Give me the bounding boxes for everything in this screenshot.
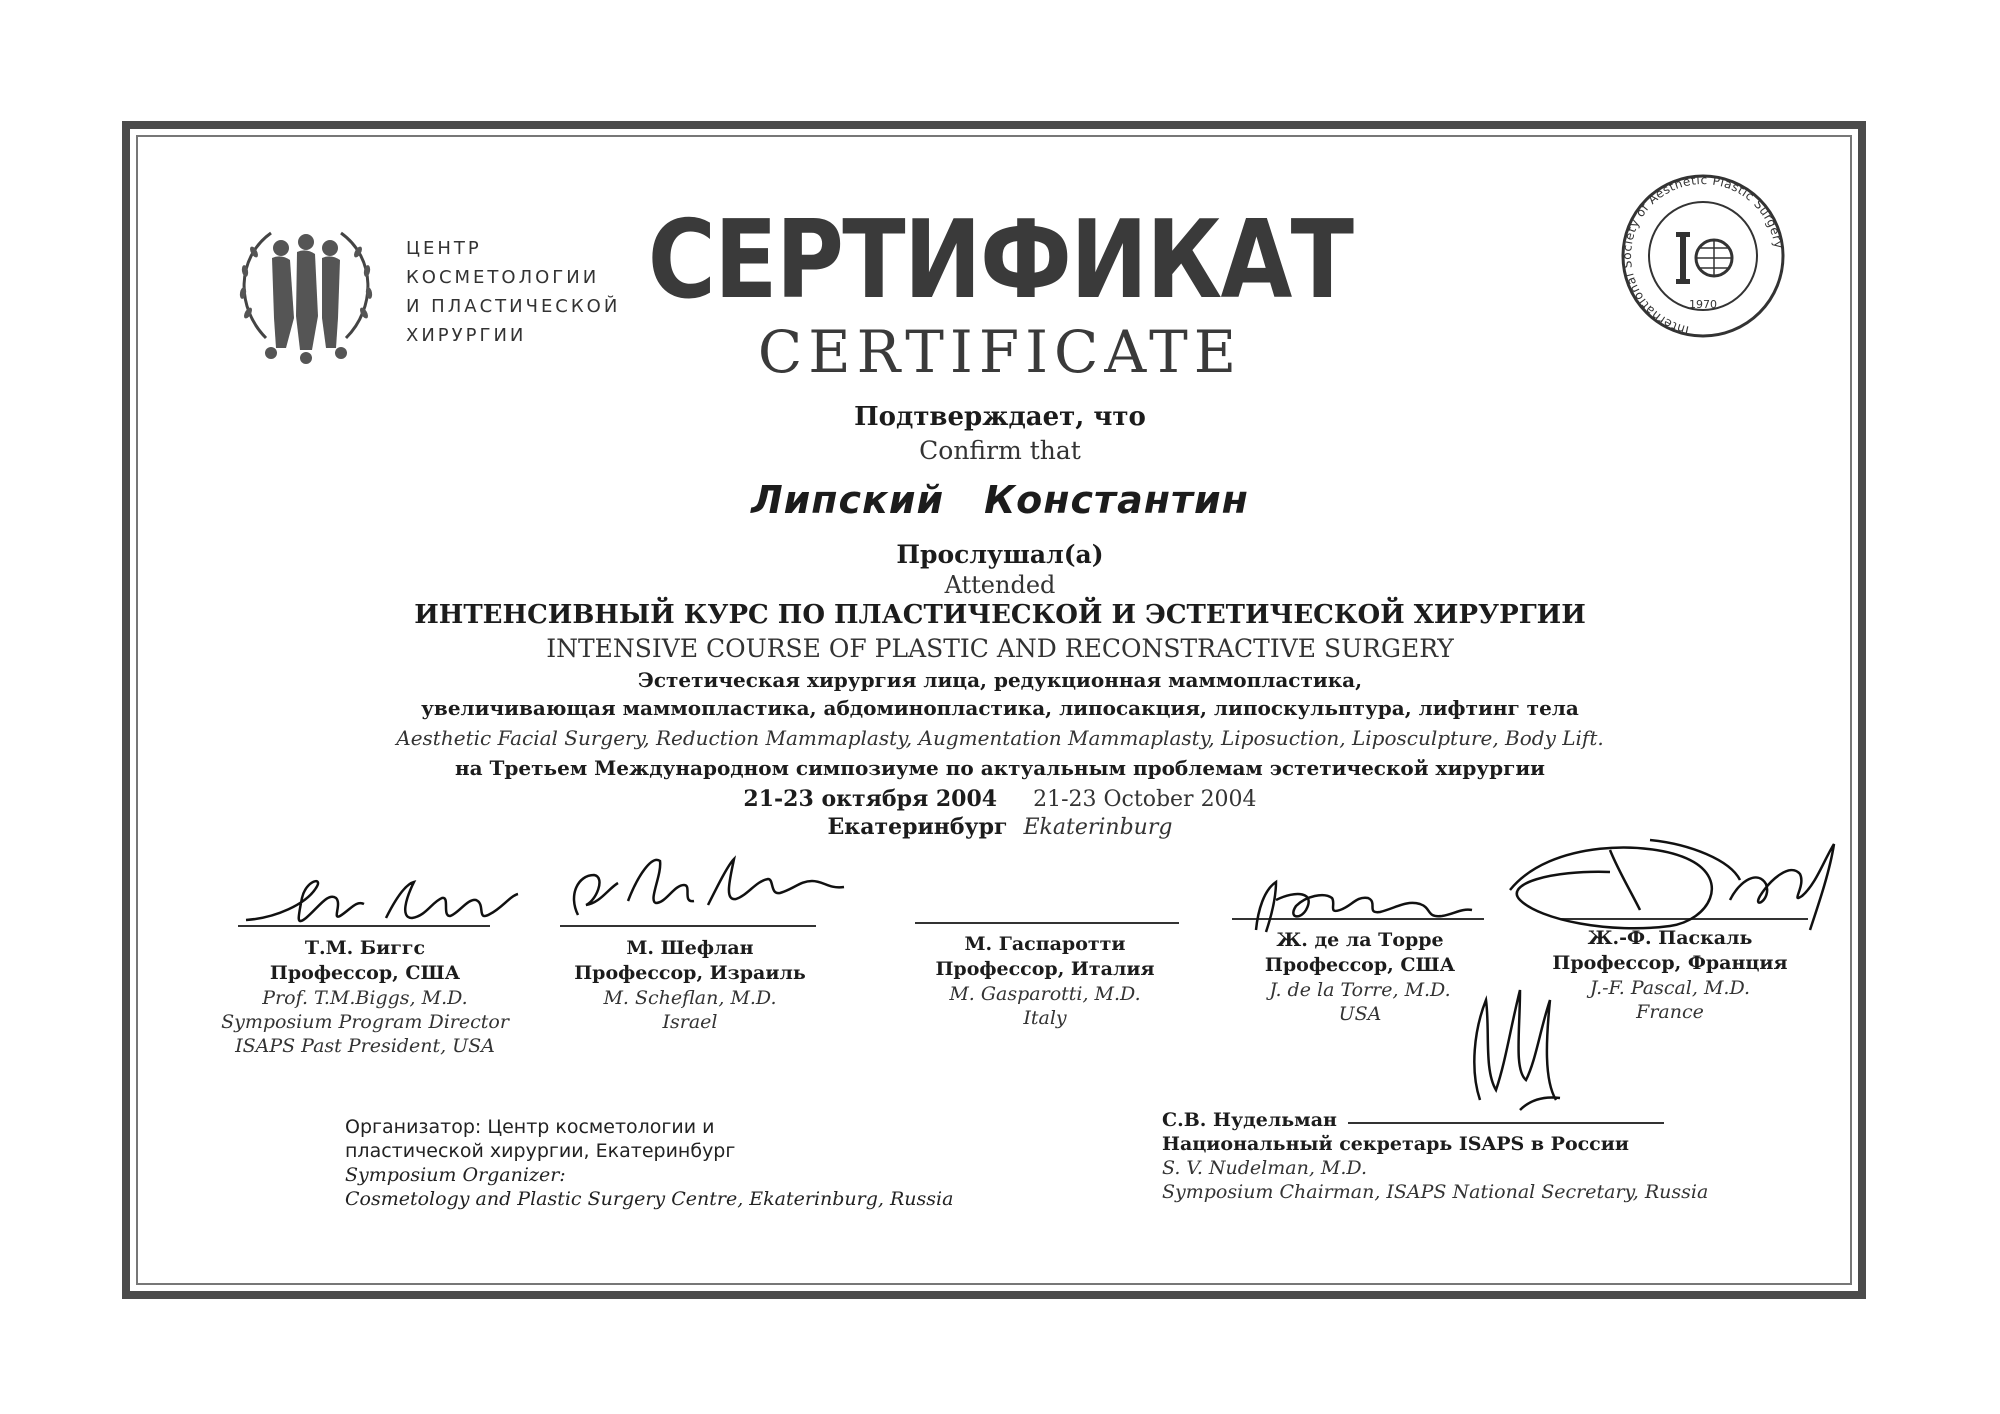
signatory-title-ru: Профессор, Израиль xyxy=(574,962,806,984)
signatory-biggs xyxy=(210,936,520,1058)
chairman-block xyxy=(1162,1108,1708,1204)
course-topics-ru-1: Эстетическая хирургия лица, редукционная маммопластика, xyxy=(637,668,1363,692)
seal-ring-text: International Society of Aesthetic Plastic Surgery xyxy=(1620,172,1786,338)
logo-line: И ПЛАСТИЧЕСКОЙ xyxy=(406,296,621,317)
chairman-title-en: Symposium Chairman, ISAPS National Secretary, Russia xyxy=(1162,1181,1709,1203)
recipient-name xyxy=(0,478,2000,522)
signatory-title-ru: Профессор, США xyxy=(269,962,461,984)
event-city-en: Ekaterinburg xyxy=(1023,815,1173,840)
chairman-name-ru: С.В. Нудельман xyxy=(1162,1109,1337,1131)
signatory-country-en: France xyxy=(1636,1001,1704,1023)
signatory-role-en: ISAPS Past President, USA xyxy=(235,1035,495,1057)
signatory-delatorre xyxy=(1210,928,1510,1026)
organizer-block xyxy=(345,1115,953,1211)
event-date-en: 21-23 October 2004 xyxy=(1033,787,1257,812)
signature-scheflan-icon xyxy=(548,845,858,925)
course-topics-ru-2: увеличивающая маммопластика, абдоминопластика, липосакция, липоскульптура, лифтинг тела xyxy=(421,696,1579,720)
organizer-en-line-2: Cosmetology and Plastic Surgery Centre, Ekaterinburg, Russia xyxy=(345,1188,954,1210)
logo-line: ХИРУРГИИ xyxy=(406,325,527,346)
signatory-name-ru: М. Шефлан xyxy=(626,937,754,959)
signatory-name-en: J.-F. Pascal, M.D. xyxy=(1589,977,1751,999)
confirm-ru: Подтверждает, что xyxy=(854,402,1146,432)
event-city-ru: Екатеринбург xyxy=(827,814,1008,840)
organizer-ru-line-2: пластической хирургии, Екатеринбург xyxy=(345,1140,736,1162)
signature-line-gasparotti xyxy=(915,922,1179,924)
signatory-title-ru: Профессор, США xyxy=(1264,954,1456,976)
signatory-country-en: Italy xyxy=(1023,1007,1067,1029)
seal-year: 1970 xyxy=(1689,298,1717,311)
signatory-name-ru: Ж. де ла Торре xyxy=(1276,929,1444,951)
logo-line: КОСМЕТОЛОГИИ xyxy=(406,267,600,288)
course-title-ru: ИНТЕНСИВНЫЙ КУРС ПО ПЛАСТИЧЕСКОЙ И ЭСТЕТИЧЕСКОЙ ХИРУРГИИ xyxy=(414,600,1586,630)
certificate-title-ru: СЕРТИФИКАТ xyxy=(647,198,1353,323)
signatory-name-en: J. de la Torre, M.D. xyxy=(1269,979,1451,1001)
signatory-name-en: Prof. T.M.Biggs, M.D. xyxy=(262,987,468,1009)
signatory-country-en: USA xyxy=(1338,1003,1382,1025)
confirm-en: Confirm that xyxy=(919,436,1081,465)
signatory-name-en: M. Gasparotti, M.D. xyxy=(949,983,1141,1005)
course-topics-en: Aesthetic Facial Surgery, Reduction Mammaplasty, Augmentation Mammaplasty, Liposuction, Liposculpture, Body Lift. xyxy=(396,726,1604,750)
organizer-en-line-1: Symposium Organizer: xyxy=(345,1164,566,1186)
signatory-name-ru: М. Гаспаротти xyxy=(964,933,1126,955)
course-title-en: INTENSIVE COURSE OF PLASTIC AND RECONSTRACTIVE SURGERY xyxy=(546,634,1454,663)
chairman-title-ru: Национальный секретарь ISAPS в России xyxy=(1162,1133,1629,1155)
chairman-name-en: S. V. Nudelman, M.D. xyxy=(1162,1157,1367,1179)
signature-line-scheflan xyxy=(560,925,816,927)
recipient-surname: Липский xyxy=(751,478,945,522)
attended-ru: Прослушал(а) xyxy=(896,540,1104,569)
signatory-scheflan xyxy=(540,936,840,1034)
signatory-country-en: Israel xyxy=(662,1011,718,1033)
signature-biggs-icon xyxy=(236,868,526,938)
attended-en: Attended xyxy=(944,571,1056,599)
logo-line: ЦЕНТР xyxy=(406,238,482,259)
recipient-first-name: Константин xyxy=(984,478,1249,522)
signatory-role-en: Symposium Program Director xyxy=(221,1011,509,1033)
symposium-ru: на Третьем Международном симпозиуме по актуальным проблемам эстетической хирургии xyxy=(454,756,1546,780)
signatory-name-ru: Ж.-Ф. Паскаль xyxy=(1587,927,1753,949)
signatory-pascal xyxy=(1520,926,1820,1024)
signatory-gasparotti xyxy=(895,932,1195,1030)
organizer-ru-line-1: Организатор: Центр косметологии и xyxy=(345,1116,715,1138)
event-date-ru: 21-23 октября 2004 xyxy=(743,786,998,812)
signatory-title-ru: Профессор, Италия xyxy=(935,958,1155,980)
certificate-title-en: CERTIFICATE xyxy=(757,318,1243,386)
signatory-name-ru: Т.М. Биггс xyxy=(304,937,426,959)
signatory-title-ru: Профессор, Франция xyxy=(1552,952,1788,974)
signatory-name-en: M. Scheflan, M.D. xyxy=(603,987,777,1009)
